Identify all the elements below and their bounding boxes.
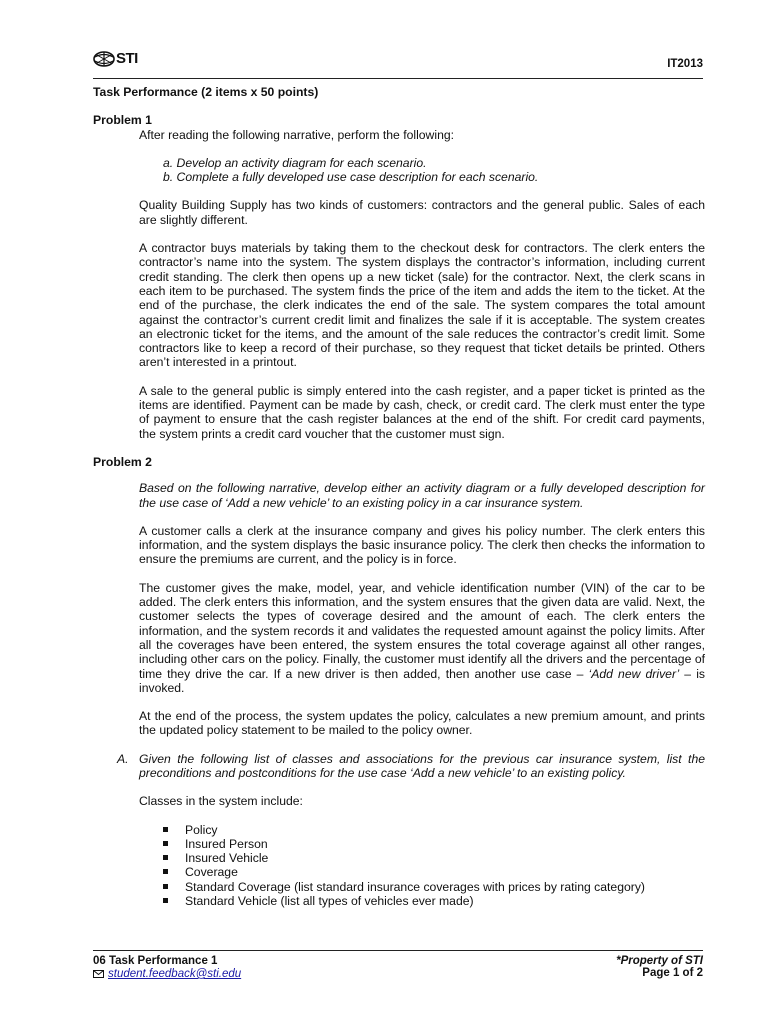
globe-icon — [93, 51, 115, 67]
list-item: Policy — [161, 823, 705, 837]
page-header — [93, 48, 703, 78]
logo-text: STI — [116, 50, 138, 67]
footer-divider — [93, 950, 703, 951]
property-notice: *Property of STI — [616, 955, 703, 967]
list-item: Coverage — [161, 865, 705, 879]
list-item: Insured Person — [161, 837, 705, 851]
problem1-intro: After reading the following narrative, perform the following: — [139, 127, 455, 142]
question-a — [117, 752, 705, 781]
document-body — [93, 85, 705, 908]
envelope-icon — [93, 970, 104, 978]
classes-intro: Classes in the system include: — [139, 794, 303, 809]
problem1-task-list — [163, 156, 705, 185]
paragraph-text: The customer gives the make, model, year, and vehicle identification number (VIN) of the car to be added. The clerk enters this information, and the system ensures that the given data are valid. Next, the customer selects the types of coverage desired and the amount of each. The clerk enters the information, and the system records it and validates the requested amount against the policy limits. After all the coverages have been entered, the system ensures the total coverage against all other ranges, including other cars on the policy. Finally, the customer must identify all the drivers and the percentage of time they drive the car. If a new driver is then added, then another use case – — [139, 580, 705, 681]
document-code: IT2013 — [667, 58, 703, 70]
task-item: b. Complete a fully developed use case description for each scenario. — [163, 170, 539, 185]
feedback-email-link[interactable]: student.feedback@sti.edu — [108, 968, 242, 980]
task-item: a. Develop an activity diagram for each scenario. — [163, 155, 427, 170]
footer-email-row — [93, 968, 241, 980]
problem2-heading: Problem 2 — [93, 454, 152, 469]
footer-right — [616, 955, 703, 979]
use-case-reference: ‘Add new driver’ — [588, 666, 680, 681]
page-number: Page 1 of 2 — [642, 967, 703, 979]
page-footer — [93, 955, 703, 987]
header-divider — [93, 78, 703, 79]
problem2-paragraph: At the end of the process, the system updates the policy, calculates a new premium amount, and prints the updated policy statement to be mailed to the policy owner. — [139, 709, 705, 738]
list-item: Standard Vehicle (list all types of vehicles ever made) — [161, 894, 705, 908]
list-item: Standard Coverage (list standard insurance coverages with prices by rating category) — [161, 880, 705, 894]
problem2-instruction: Based on the following narrative, develop either an activity diagram or a fully developed description for the use case of ‘Add a new vehicle’ to an existing policy in a car insurance system. — [139, 481, 705, 510]
question-label: A. — [117, 751, 129, 766]
list-item: Insured Vehicle — [161, 851, 705, 865]
sti-logo — [93, 50, 138, 67]
paragraph-tail: – is invoked. — [139, 666, 705, 695]
question-text: Given the following list of classes and associations for the previous car insurance system, list the preconditions and postconditions for the use case ‘Add a new vehicle’ to an existing policy. — [139, 751, 705, 780]
problem2-paragraph — [139, 581, 705, 695]
footer-left — [93, 955, 241, 980]
problem1-paragraph: A contractor buys materials by taking them to the checkout desk for contractors. The clerk enters the contractor’s name into the system. The system displays the contractor’s information, including current credit standing. The clerk then opens up a new ticket (sale) for the contractor. Next, the clerk scans in each item to be purchased. The system finds the price of the item and adds the item to the ticket. At the end of the purchase, the clerk indicates the end of the sale. The system compares the total amount against the contractor’s current credit limit and finalizes the sale if it is acceptable. The system creates an electronic ticket for the items, and the amount of the sale reduces the contractor’s credit limit. Some contractors like to keep a record of their purchase, so they request that ticket details be printed. Others aren’t interested in a printout. — [139, 241, 705, 370]
classes-list — [161, 823, 705, 909]
footer-title: 06 Task Performance 1 — [93, 955, 218, 967]
problem2-paragraph: A customer calls a clerk at the insurance company and gives his policy number. The clerk enters this information, and the system displays the basic insurance policy. The clerk then checks the information to ensure the premiums are current, and the policy is in force. — [139, 523, 705, 567]
page-title: Task Performance (2 items x 50 points) — [93, 85, 319, 99]
problem1-heading: Problem 1 — [93, 113, 152, 128]
problem1-paragraph: A sale to the general public is simply entered into the cash register, and a paper ticket is printed as the items are identified. Payment can be made by cash, check, or credit card. The clerk must enter the type of payment to ensure that the cash register balances at the end of the shift. For credit card payments, the system prints a credit card voucher that the customer must sign. — [139, 383, 705, 441]
problem1-paragraph: Quality Building Supply has two kinds of customers: contractors and the general public. Sales of each are slightly different. — [139, 198, 705, 227]
